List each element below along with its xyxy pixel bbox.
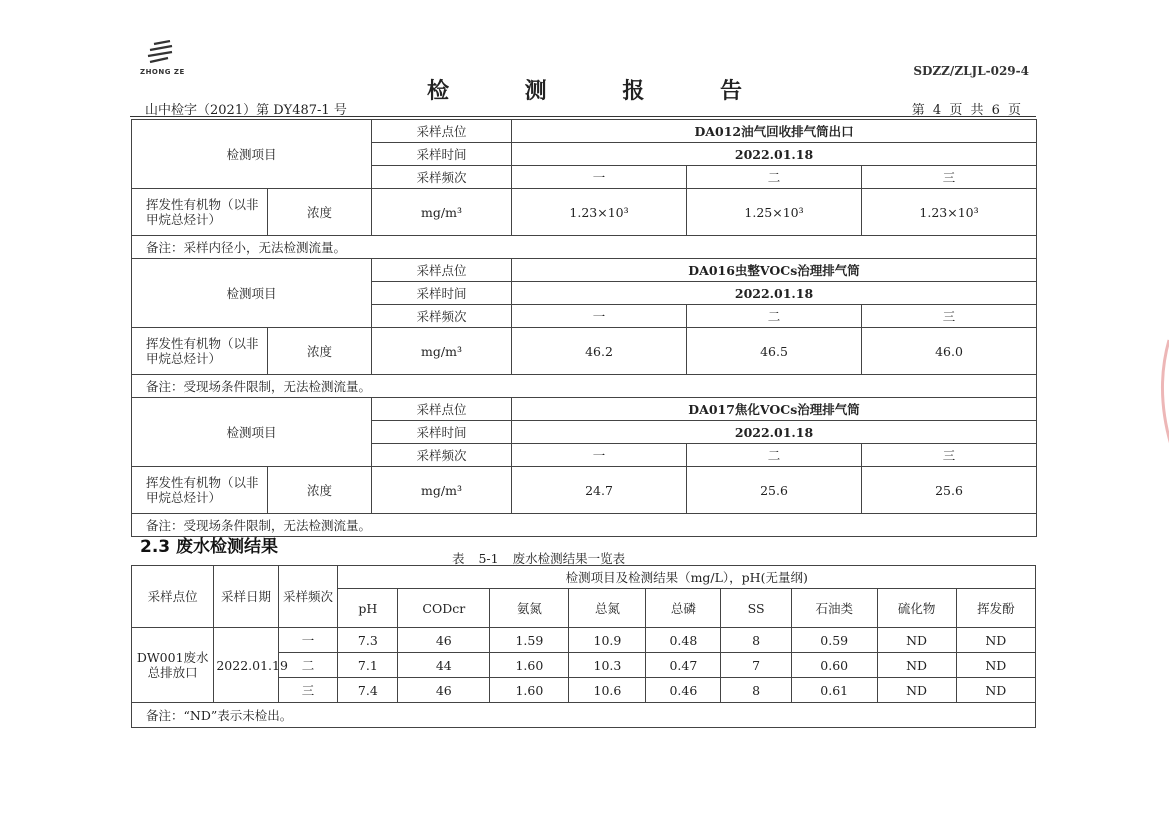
result-value-cell: 44	[398, 653, 490, 678]
outfall-point-cell: DW001废水总排放口	[132, 628, 214, 703]
table-row	[132, 236, 1037, 259]
table-row	[132, 628, 1036, 653]
wastewater-results-table	[131, 565, 1036, 728]
concentration-value-cell: 46.5	[687, 328, 862, 375]
concentration-value-cell: 25.6	[687, 467, 862, 514]
result-value-cell: 0.61	[791, 678, 877, 703]
result-value-cell: 7.3	[338, 628, 398, 653]
sampling-point-label: 采样点位	[372, 120, 512, 143]
sampling-time-label: 采样时间	[372, 143, 512, 166]
sampling-point-value: DA017焦化VOCs治理排气筒	[512, 398, 1037, 421]
freq-header-cell: 三	[862, 305, 1037, 328]
pollutant-name-cell: 挥发性有机物（以非甲烷总烃计）	[132, 467, 268, 514]
remark-cell: 备注：受现场条件限制，无法检测流量。	[132, 514, 1037, 537]
result-value-cell: 10.6	[569, 678, 646, 703]
pollutant-name-cell: 挥发性有机物（以非甲烷总烃计）	[132, 189, 268, 236]
indicator-cell: 浓度	[268, 467, 372, 514]
item-header-cell: 检测项目	[132, 120, 372, 189]
air-results-table	[131, 119, 1037, 537]
col-header-date: 采样日期	[214, 566, 278, 628]
param-header-cell: 总磷	[646, 589, 721, 628]
table-row	[132, 328, 1037, 375]
param-header-cell: CODcr	[398, 589, 490, 628]
sampling-freq-label: 采样频次	[372, 444, 512, 467]
param-header-cell: 挥发酚	[956, 589, 1035, 628]
freq-cell: 一	[278, 628, 338, 653]
freq-header-cell: 一	[512, 305, 687, 328]
result-value-cell: 46	[398, 678, 490, 703]
sampling-point-label: 采样点位	[372, 398, 512, 421]
freq-header-cell: 二	[687, 166, 862, 189]
result-value-cell: ND	[877, 678, 956, 703]
unit-cell: mg/m³	[372, 328, 512, 375]
sampling-freq-label: 采样频次	[372, 305, 512, 328]
sampling-date-value: 2022.01.18	[512, 143, 1037, 166]
table-row	[132, 375, 1037, 398]
sampling-freq-label: 采样频次	[372, 166, 512, 189]
document-title: 检 测 报 告	[427, 78, 776, 104]
report-number: 山中检字（2021）第 DY487-1 号	[145, 103, 347, 118]
result-value-cell: ND	[877, 628, 956, 653]
freq-header-cell: 三	[862, 444, 1037, 467]
result-value-cell: ND	[956, 653, 1035, 678]
result-value-cell: 1.60	[490, 678, 569, 703]
result-value-cell: ND	[956, 628, 1035, 653]
item-header-cell: 检测项目	[132, 398, 372, 467]
concentration-value-cell: 1.23×10³	[862, 189, 1037, 236]
header-rule	[130, 116, 1036, 117]
result-value-cell: 10.3	[569, 653, 646, 678]
indicator-cell: 浓度	[268, 189, 372, 236]
result-value-cell: 46	[398, 628, 490, 653]
param-header-cell: pH	[338, 589, 398, 628]
freq-header-cell: 二	[687, 444, 862, 467]
result-value-cell: 1.59	[490, 628, 569, 653]
table-row	[132, 259, 1037, 282]
table-row	[132, 703, 1036, 728]
freq-cell: 三	[278, 678, 338, 703]
remark-cell: 备注：受现场条件限制，无法检测流量。	[132, 375, 1037, 398]
item-header-cell: 检测项目	[132, 259, 372, 328]
sampling-date-value: 2022.01.18	[512, 282, 1037, 305]
result-value-cell: 8	[721, 628, 792, 653]
result-value-cell: 8	[721, 678, 792, 703]
sampling-time-label: 采样时间	[372, 421, 512, 444]
result-value-cell: ND	[877, 653, 956, 678]
logo-text: ZHONG ZE	[140, 68, 185, 76]
result-value-cell: 7.1	[338, 653, 398, 678]
result-value-cell: 7.4	[338, 678, 398, 703]
concentration-value-cell: 24.7	[512, 467, 687, 514]
table-row	[132, 189, 1037, 236]
page-info: 第 4 页 共 6 页	[911, 103, 1021, 118]
table-row	[132, 398, 1037, 421]
result-value-cell: 0.60	[791, 653, 877, 678]
remark-cell: 备注：采样内径小，无法检测流量。	[132, 236, 1037, 259]
result-value-cell: 0.47	[646, 653, 721, 678]
sampling-point-value: DA016虫整VOCs治理排气筒	[512, 259, 1037, 282]
freq-header-cell: 一	[512, 166, 687, 189]
concentration-value-cell: 46.2	[512, 328, 687, 375]
unit-cell: mg/m³	[372, 189, 512, 236]
result-value-cell: 0.46	[646, 678, 721, 703]
freq-header-cell: 三	[862, 166, 1037, 189]
result-value-cell: 1.60	[490, 653, 569, 678]
concentration-value-cell: 25.6	[862, 467, 1037, 514]
pollutant-name-cell: 挥发性有机物（以非甲烷总烃计）	[132, 328, 268, 375]
result-value-cell: 0.59	[791, 628, 877, 653]
sampling-date-value: 2022.01.18	[512, 421, 1037, 444]
unit-cell: mg/m³	[372, 467, 512, 514]
side-stamp	[1135, 330, 1169, 450]
result-value-cell: ND	[956, 678, 1035, 703]
concentration-value-cell: 46.0	[862, 328, 1037, 375]
param-header-cell: SS	[721, 589, 792, 628]
indicator-cell: 浓度	[268, 328, 372, 375]
document-code: SDZZ/ZLJL-029-4	[913, 64, 1029, 78]
table-row	[132, 467, 1037, 514]
result-value-cell: 10.9	[569, 628, 646, 653]
concentration-value-cell: 1.23×10³	[512, 189, 687, 236]
freq-header-cell: 一	[512, 444, 687, 467]
col-header-point: 采样点位	[132, 566, 214, 628]
sampling-point-label: 采样点位	[372, 259, 512, 282]
param-header-cell: 氨氮	[490, 589, 569, 628]
result-value-cell: 0.48	[646, 628, 721, 653]
sampling-date-cell: 2022.01.19	[214, 628, 278, 703]
table-caption: 表 5-1 废水检测结果一览表	[452, 551, 626, 566]
col-header-freq: 采样频次	[278, 566, 338, 628]
freq-cell: 二	[278, 653, 338, 678]
sampling-point-value: DA012油气回收排气筒出口	[512, 120, 1037, 143]
concentration-value-cell: 1.25×10³	[687, 189, 862, 236]
freq-header-cell: 二	[687, 305, 862, 328]
param-header-cell: 硫化物	[877, 589, 956, 628]
param-header-cell: 石油类	[791, 589, 877, 628]
remark-cell: 备注：“ND”表示未检出。	[132, 703, 1036, 728]
group-header: 检测项目及检测结果（mg/L），pH(无量纲)	[338, 566, 1036, 589]
param-header-cell: 总氮	[569, 589, 646, 628]
logo-mark-icon	[140, 40, 180, 68]
sampling-time-label: 采样时间	[372, 282, 512, 305]
result-value-cell: 7	[721, 653, 792, 678]
table-row	[132, 120, 1037, 143]
section-title-wastewater: 2.3 废水检测结果	[140, 537, 279, 557]
